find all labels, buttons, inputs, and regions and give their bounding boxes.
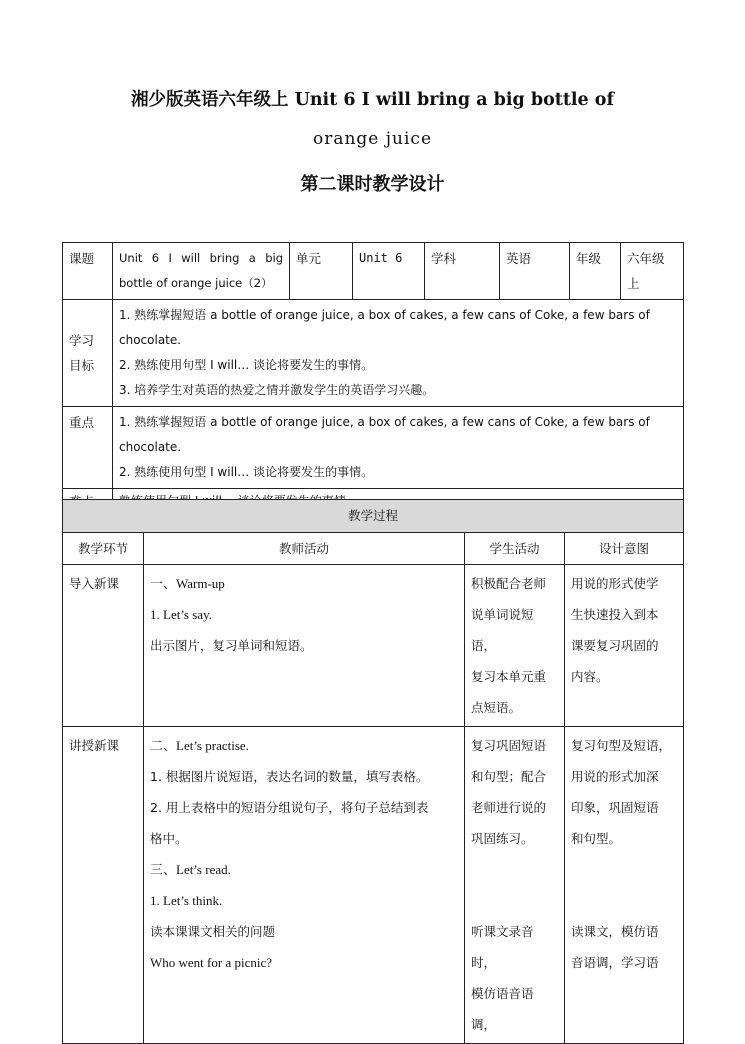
grade-label: 年级 xyxy=(570,243,621,300)
teacher-activity-line: 2. 用上表格中的短语分组说句子，将句子总结到表 xyxy=(150,800,429,815)
student-activity-line: 听课文录音时， xyxy=(471,924,534,970)
process-section-title: 教学过程 xyxy=(63,500,684,533)
topic-value xyxy=(113,243,290,300)
column-header-student: 学生活动 xyxy=(465,533,565,565)
grade-value-line: 上 xyxy=(627,276,640,291)
key-content xyxy=(113,407,684,489)
unit-label: 单元 xyxy=(290,243,353,300)
topic-label: 课题 xyxy=(63,243,113,300)
key-line: chocolate. xyxy=(119,440,182,454)
teacher-activity-line: 三、Let’s read. xyxy=(150,862,231,877)
goals-line: 2. 熟练使用句型 I will… 谈论将要发生的事情。 xyxy=(119,358,374,372)
column-header-teacher: 教师活动 xyxy=(144,533,465,565)
unit-value: Unit 6 xyxy=(353,243,425,300)
design-intent-line: 和句型。 xyxy=(571,831,622,846)
student-activity-line: 模仿语音语调， xyxy=(471,986,534,1032)
column-header-stage: 教学环节 xyxy=(63,533,144,565)
design-intent-line: 生快速投入到本 xyxy=(571,607,659,622)
goals-line: 3. 培养学生对英语的热爱之情并激发学生的英语学习兴趣。 xyxy=(119,383,435,397)
grade-value xyxy=(621,243,684,300)
teacher-activity-line: 出示图片，复习单词和短语。 xyxy=(150,638,313,653)
teacher-activity-line: 1. 根据图片说短语，表达名词的数量，填写表格。 xyxy=(150,769,429,784)
teacher-activity-cell xyxy=(144,727,465,1044)
process-row-new-lesson xyxy=(63,727,684,1044)
process-row-intro xyxy=(63,565,684,727)
design-intent-line: 用说的形式加深 xyxy=(571,769,659,784)
document-title-line2: orange juice xyxy=(312,129,433,149)
subject-label: 学科 xyxy=(425,243,500,300)
teacher-activity-line: 1. Let’s think. xyxy=(150,893,223,908)
goals-content xyxy=(113,300,684,407)
stage-cell: 讲授新课 xyxy=(63,727,144,1044)
student-activity-line: 说单词说短语， xyxy=(471,607,534,653)
teacher-activity-line: 1. Let’s say. xyxy=(150,607,212,622)
student-activity-line: 点短语。 xyxy=(471,700,522,715)
student-activity-line: 和句型；配合 xyxy=(471,769,547,784)
key-label: 重点 xyxy=(63,407,113,489)
student-activity-line: 复习巩固短语 xyxy=(471,738,547,753)
goals-label xyxy=(63,300,113,407)
student-activity-line: 积极配合老师 xyxy=(471,576,547,591)
document-title-line1: 湘少版英语六年级上 Unit 6 I will bring a big bottle of xyxy=(130,90,614,110)
key-line: 1. 熟练掌握短语 a bottle of orange juice, a box of cakes, a few cans of Coke, a few bars of xyxy=(119,415,650,429)
design-intent-line: 印象，巩固短语 xyxy=(571,800,659,815)
student-activity-line: 巩固练习。 xyxy=(471,831,534,846)
student-activity-line: 老师进行说的 xyxy=(471,800,547,815)
teacher-activity-line: 二、Let’s practise. xyxy=(150,738,249,753)
design-intent-line: 课要复习巩固的 xyxy=(571,638,659,653)
design-intent-line: 音语调，学习语 xyxy=(571,955,659,970)
design-intent-line: 内容。 xyxy=(571,669,609,684)
teaching-process-table xyxy=(62,499,684,1044)
info-row-goals xyxy=(63,300,684,407)
goals-line: chocolate. xyxy=(119,333,182,347)
stage-cell: 导入新课 xyxy=(63,565,144,727)
info-row-key xyxy=(63,407,684,489)
lesson-info-table xyxy=(62,242,684,515)
student-activity-cell xyxy=(465,565,565,727)
subject-value: 英语 xyxy=(500,243,570,300)
info-row-topic xyxy=(63,243,684,300)
design-intent-line: 复习句型及短语， xyxy=(571,738,672,753)
teacher-activity-line: 格中。 xyxy=(150,831,188,846)
topic-value-line: bottle of orange juice（2） xyxy=(119,276,273,290)
goals-label-line: 学习 xyxy=(69,333,95,348)
design-intent-line: 用说的形式使学 xyxy=(571,576,659,591)
design-intent-cell xyxy=(565,727,684,1044)
process-header-row xyxy=(63,533,684,565)
goals-line: 1. 熟练掌握短语 a bottle of orange juice, a box of cakes, a few cans of Coke, a few bars of xyxy=(119,308,650,322)
teacher-activity-line: 一、Warm-up xyxy=(150,576,225,591)
student-activity-cell xyxy=(465,727,565,1044)
topic-value-line: Unit 6 I will bring a big xyxy=(119,251,283,265)
teacher-activity-line: 读本课课文相关的问题 xyxy=(150,924,276,939)
grade-value-line: 六年级 xyxy=(627,251,665,266)
goals-label-line: 目标 xyxy=(69,358,95,373)
process-title-row xyxy=(63,500,684,533)
key-line: 2. 熟练使用句型 I will… 谈论将要发生的事情。 xyxy=(119,465,374,479)
teacher-activity-cell xyxy=(144,565,465,727)
design-intent-line: 读课文，模仿语 xyxy=(571,924,659,939)
design-intent-cell xyxy=(565,565,684,727)
column-header-intent: 设计意图 xyxy=(565,533,684,565)
teacher-activity-line: Who went for a picnic? xyxy=(150,955,273,970)
document-subtitle: 第二课时教学设计 xyxy=(300,174,445,195)
student-activity-line: 复习本单元重 xyxy=(471,669,547,684)
